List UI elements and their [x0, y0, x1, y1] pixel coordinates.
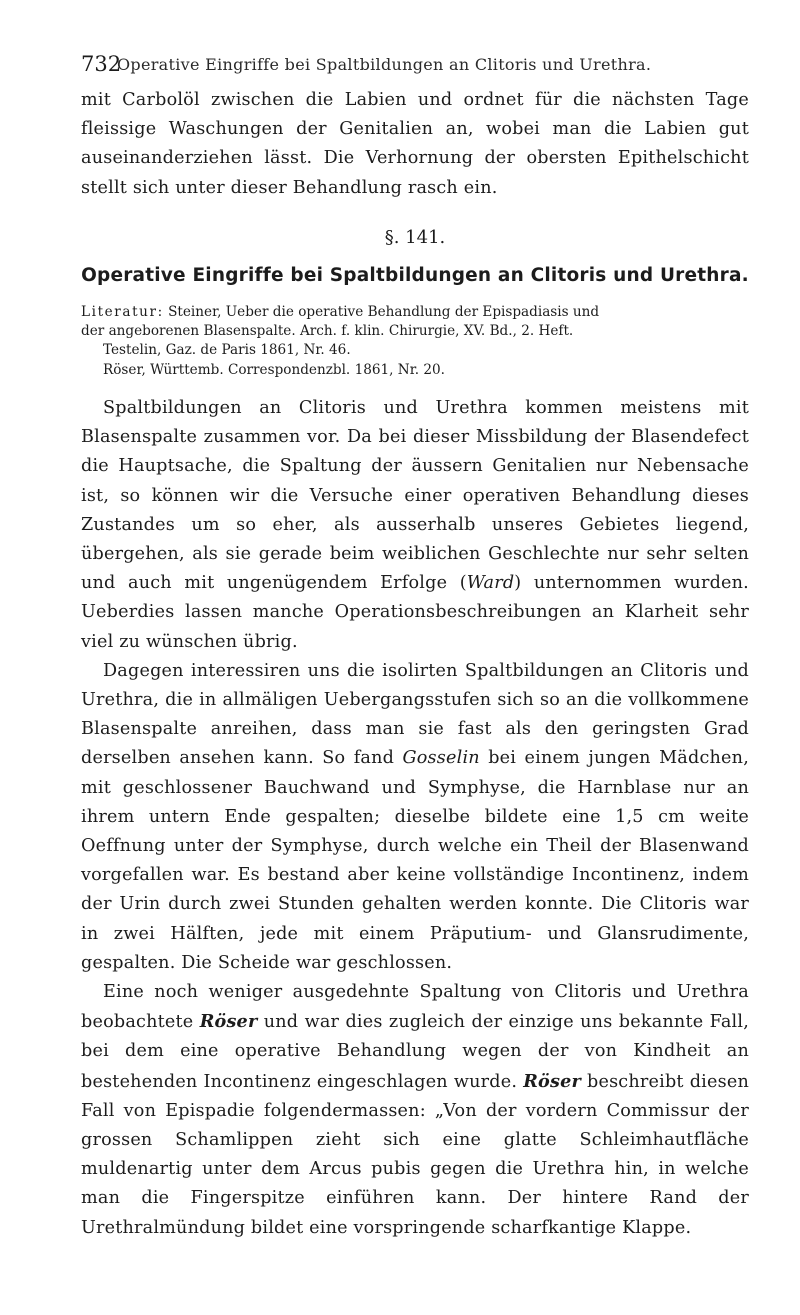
section-number: §. 141. [384, 226, 446, 248]
running-title: Operative Eingriffe bei Spaltbildungen an Clitoris und Urethra. [117, 55, 652, 74]
paragraph-1-text-b: ) unternommen wurden. Ueberdies lassen manche Operationsbeschreibungen an Klarheit sehr viel zu wünschen übrig. [81, 573, 749, 652]
paragraph-3-text-a: Eine noch weniger ausgedehnte Spaltung von Clitoris und Urethra beobachtete [81, 982, 749, 1033]
author-ward: Ward [466, 573, 515, 594]
paragraph-1-text-a: Spaltbildungen an Clitoris und Urethra kommen meistens mit Blasenspalte zusammen vor. Da bei dieser Missbildung der Blasendefect die Hauptsache, die Spaltung der äussern Genitalien nur Nebensache ist, so können wir die Versuche einer operativen Behandlung dieses Zustandes um so eher, als ausserhalb unseres Gebietes liegend, übergehen, als sie gerade beim weiblichen Geschlechte nur sehr selten und auch mit ungenügendem Erfolge ( [81, 398, 749, 594]
literature-entry-testelin: Testelin, Gaz. de Paris 1861, Nr. 46. [103, 342, 351, 359]
paragraph-1 [81, 394, 749, 657]
literature-entry-steiner: Steiner, Ueber die operative Behandlung der Epispadiasis und [168, 303, 600, 320]
literature-block [81, 303, 749, 380]
running-head [81, 52, 749, 86]
literature-line-1 [81, 303, 749, 322]
paragraph-2-text-a: Dagegen interessiren uns die isolirten Spaltbildungen an Clitoris und Urethra, die in allmäligen Uebergangsstufen sich so an die vollkommene Blasenspalte anreihen, dass man sie fast als den geringsten Grad derselben ansehen kann. So fand [81, 660, 749, 769]
intro-paragraph: mit Carbolöl zwischen die Labien und ordnet für die nächsten Tage fleissige Waschungen der Genitalien an, wobei man die Labien gut auseinanderziehen lässt. Die Verhornung der obersten Epithelschicht stellt sich unter dieser Behandlung rasch ein. [81, 90, 749, 198]
section-title: Operative Eingriffe bei Spaltbildungen an Clitoris und Urethra. [81, 264, 749, 286]
author-roser-2: Röser [523, 1070, 581, 1092]
paragraph-2 [81, 657, 749, 978]
book-page [81, 52, 749, 1243]
literature-line-2: der angeborenen Blasenspalte. Arch. f. klin. Chirurgie, XV. Bd., 2. Heft. [81, 323, 574, 340]
paragraph-2-text-b: bei einem jungen Mädchen, mit geschlossener Bauchwand und Symphyse, die Harnblase nur an ihrem untern Ende gespalten; dieselbe bildete eine 1,5 cm weite Oeffnung unter der Symphyse, durch welche ein Theil der Blasenwand vorgefallen war. Es bestand aber keine vollständige Incontinenz, indem der Urin durch zwei Stunden gehalten werden konnte. Die Clitoris war in zwei Hälften, jede mit einem Präputium- und Glansrudimente, gespalten. Die Scheide war geschlossen. [81, 748, 749, 973]
paragraph-3 [81, 978, 749, 1243]
paragraph-3-text-b: und war dies zugleich der einzige uns bekannte Fall, bei dem eine operative Behandlung wegen der von Kindheit an bestehenden Incontinenz eingeschlagen wurde. [81, 1012, 749, 1092]
literature-label: Literatur: [81, 303, 164, 320]
paragraph-3-text-c: beschreibt diesen Fall von Epispadie folgendermassen: „Von der vordern Commissur der grossen Schamlippen zieht sich eine glatte Schleimhautfläche muldenartig unter dem Arcus pubis gegen die Urethra hin, in welche man die Fingerspitze einführen kann. Der hintere Rand der Urethralmündung bildet eine vorspringende scharfkantige Klappe. [81, 1071, 749, 1238]
page-number: 732 [81, 52, 122, 76]
author-roser: Röser [199, 1011, 258, 1033]
literature-entry-roser: Röser, Württemb. Correspondenzbl. 1861, Nr. 20. [103, 361, 445, 378]
author-gosselin: Gosselin [402, 748, 480, 769]
